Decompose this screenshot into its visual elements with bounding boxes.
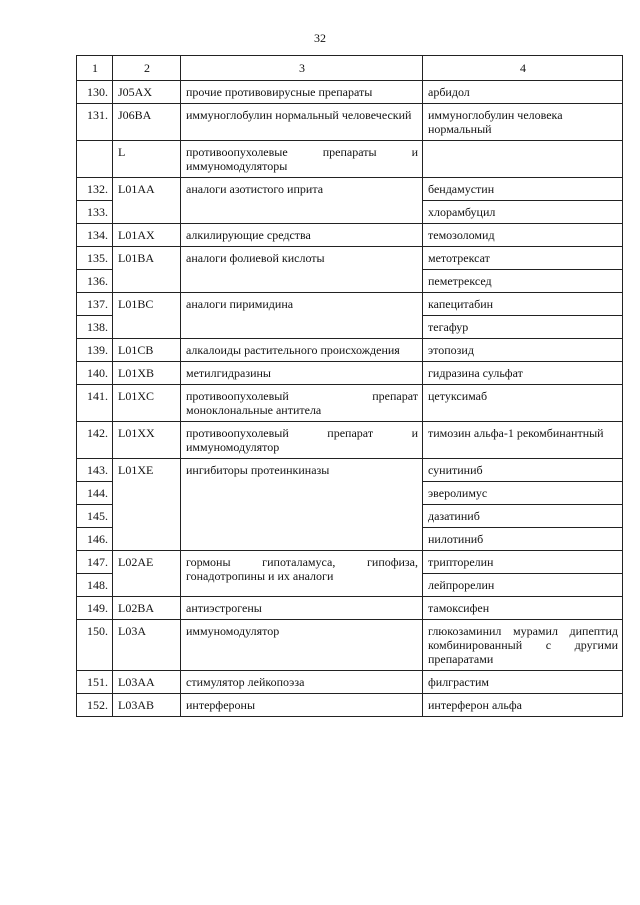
row-number: 133. — [77, 201, 113, 224]
table-row — [77, 293, 623, 316]
drug-name: трипторелин — [423, 551, 623, 574]
row-number: 139. — [77, 339, 113, 362]
atc-code: L01AA — [113, 178, 181, 224]
table-row — [77, 81, 623, 104]
drug-name: эверолимус — [423, 482, 623, 505]
drug-name: арбидол — [423, 81, 623, 104]
pharmacological-group: аналоги фолиевой кислоты — [181, 247, 423, 293]
atc-code: L01XX — [113, 422, 181, 459]
row-number: 148. — [77, 574, 113, 597]
row-number: 145. — [77, 505, 113, 528]
drug-name: метотрексат — [423, 247, 623, 270]
table-row — [77, 224, 623, 247]
header-col-1: 1 — [77, 56, 113, 81]
pharmacological-group: алкилирующие средства — [181, 224, 423, 247]
pharmacological-group: прочие противовирусные препараты — [181, 81, 423, 104]
row-number: 131. — [77, 104, 113, 141]
table-header-row — [77, 56, 623, 81]
row-number: 151. — [77, 671, 113, 694]
table-row — [77, 422, 623, 459]
row-number: 141. — [77, 385, 113, 422]
drug-name: сунитиниб — [423, 459, 623, 482]
header-col-2: 2 — [113, 56, 181, 81]
atc-code: L01BA — [113, 247, 181, 293]
table-row — [77, 671, 623, 694]
drug-name: глюкозаминил мурамил дипептид комбинированный с другими препаратами — [423, 620, 623, 671]
pharmacological-group: аналоги пиримидина — [181, 293, 423, 339]
row-number: 138. — [77, 316, 113, 339]
pharmacological-group: алкалоиды растительного происхождения — [181, 339, 423, 362]
table-row — [77, 385, 623, 422]
drug-name: этопозид — [423, 339, 623, 362]
drug-name: пеметрексед — [423, 270, 623, 293]
table-row — [77, 459, 623, 482]
atc-code: L01CB — [113, 339, 181, 362]
atc-code: L01XB — [113, 362, 181, 385]
pharmacological-group: иммуномодулятор — [181, 620, 423, 671]
drug-name — [423, 141, 623, 178]
row-number: 152. — [77, 694, 113, 717]
table-row — [77, 247, 623, 270]
atc-code: L — [113, 141, 181, 178]
drug-name: иммуноглобулин человека нормальный — [423, 104, 623, 141]
drug-name: филграстим — [423, 671, 623, 694]
drug-name: гидразина сульфат — [423, 362, 623, 385]
atc-code: J06BA — [113, 104, 181, 141]
table-row — [77, 694, 623, 717]
drug-name: тамоксифен — [423, 597, 623, 620]
atc-code: L03A — [113, 620, 181, 671]
header-col-4: 4 — [423, 56, 623, 81]
row-number: 147. — [77, 551, 113, 574]
row-number: 144. — [77, 482, 113, 505]
pharmacological-group: иммуноглобулин нормальный человеческий — [181, 104, 423, 141]
atc-code: L01BC — [113, 293, 181, 339]
table-row — [77, 178, 623, 201]
pharmacological-group: ингибиторы протеинкиназы — [181, 459, 423, 551]
drug-name: тимозин альфа-1 рекомбинантный — [423, 422, 623, 459]
drug-name: лейпрорелин — [423, 574, 623, 597]
header-col-3: 3 — [181, 56, 423, 81]
atc-code: L01XE — [113, 459, 181, 551]
pharmacological-group: стимулятор лейкопоэза — [181, 671, 423, 694]
drug-name: хлорамбуцил — [423, 201, 623, 224]
drug-name: капецитабин — [423, 293, 623, 316]
row-number: 143. — [77, 459, 113, 482]
table-row — [77, 141, 623, 178]
pharmacological-group: интерфероны — [181, 694, 423, 717]
row-number: 142. — [77, 422, 113, 459]
atc-code: J05AX — [113, 81, 181, 104]
drug-name: интерферон альфа — [423, 694, 623, 717]
atc-code: L02BA — [113, 597, 181, 620]
row-number: 136. — [77, 270, 113, 293]
drug-name: темозоломид — [423, 224, 623, 247]
row-number: 146. — [77, 528, 113, 551]
drug-name: тегафур — [423, 316, 623, 339]
row-number — [77, 141, 113, 178]
pharmacological-group: метилгидразины — [181, 362, 423, 385]
table-row — [77, 551, 623, 574]
table-row — [77, 339, 623, 362]
atc-code: L03AB — [113, 694, 181, 717]
table-row — [77, 104, 623, 141]
drug-name: бендамустин — [423, 178, 623, 201]
table-row — [77, 362, 623, 385]
drug-name: нилотиниб — [423, 528, 623, 551]
table-row — [77, 620, 623, 671]
pharmacological-group: противоопухолевый препарат и иммуномодулятор — [181, 422, 423, 459]
atc-code: L02AE — [113, 551, 181, 597]
row-number: 135. — [77, 247, 113, 270]
pharmacological-group: антиэстрогены — [181, 597, 423, 620]
pharmacological-group: аналоги азотистого иприта — [181, 178, 423, 224]
row-number: 132. — [77, 178, 113, 201]
pharmacological-group: гормоны гипоталамуса, гипофиза, гонадотропины и их аналоги — [181, 551, 423, 597]
row-number: 150. — [77, 620, 113, 671]
row-number: 130. — [77, 81, 113, 104]
atc-code: L01XC — [113, 385, 181, 422]
table-row — [77, 597, 623, 620]
atc-code: L03AA — [113, 671, 181, 694]
drug-list-table — [76, 55, 623, 717]
drug-name: дазатиниб — [423, 505, 623, 528]
pharmacological-group: противоопухолевые препараты и иммуномодуляторы — [181, 141, 423, 178]
atc-code: L01AX — [113, 224, 181, 247]
row-number: 134. — [77, 224, 113, 247]
pharmacological-group: противоопухолевый препарат моноклональные антитела — [181, 385, 423, 422]
page-number: 32 — [314, 31, 326, 45]
row-number: 149. — [77, 597, 113, 620]
row-number: 140. — [77, 362, 113, 385]
row-number: 137. — [77, 293, 113, 316]
drug-name: цетуксимаб — [423, 385, 623, 422]
